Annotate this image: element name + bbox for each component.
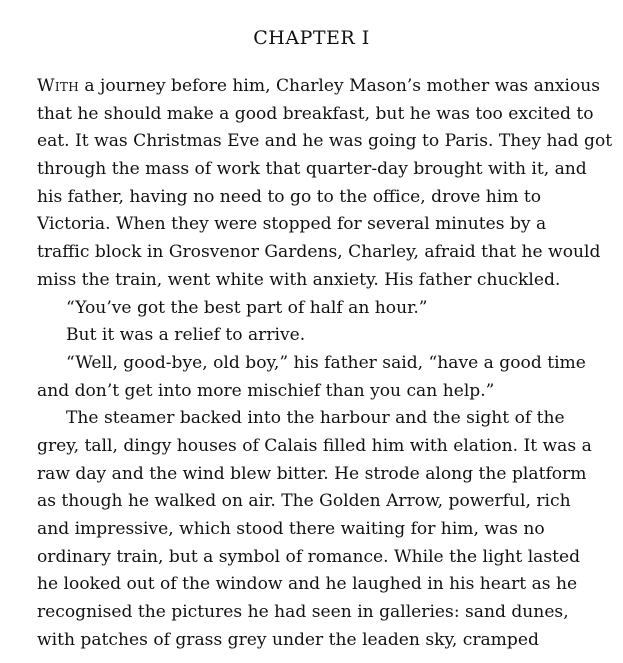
text-line: traffic block in Grosvenor Gardens, Charley, afraid that he would: [37, 242, 601, 263]
text-line: The steamer backed into the harbour and the sight of the: [66, 408, 565, 429]
text-line: “Well, good-bye, old boy,” his father said, “have a good time: [66, 352, 586, 373]
text-line: he looked out of the window and he laughed in his heart as he: [37, 574, 578, 595]
text-line: grey, tall, dingy houses of Calais filled him with elation. It was a: [37, 435, 592, 456]
text-line: through the mass of work that quarter-day brought with it, and: [37, 159, 587, 180]
text-line: as though he walked on air. The Golden Arrow, powerful, rich: [37, 491, 571, 512]
text-line: raw day and the wind blew bitter. He strode along the platform: [37, 463, 587, 484]
text-line: that he should make a good breakfast, but he was too excited to: [37, 103, 594, 124]
chapter-body: [37, 73, 613, 654]
text-line: “You’ve got the best part of half an hour.”: [66, 297, 428, 318]
text-line: with patches of grass grey under the leaden sky, cramped: [37, 629, 539, 650]
text-line: miss the train, went white with anxiety. His father chuckled.: [37, 269, 561, 290]
opening-word: With: [37, 76, 79, 96]
text-line: eat. It was Christmas Eve and he was going to Paris. They had got: [37, 131, 613, 152]
text-line: Victoria. When they were stopped for several minutes by a: [37, 214, 547, 235]
text-line: [37, 73, 601, 101]
text-line: But it was a relief to arrive.: [66, 325, 306, 346]
text-line: ordinary train, but a symbol of romance. While the light lasted: [37, 546, 581, 567]
line-text: a journey before him, Charley Mason’s mother was anxious: [78, 76, 601, 96]
chapter-title: CHAPTER I: [253, 27, 370, 49]
text-line: and impressive, which stood there waiting for him, was no: [37, 519, 545, 539]
text-line: his father, having no need to go to the office, drove him to: [37, 186, 542, 207]
text-line: and don’t get into more mischief than you can help.”: [37, 380, 495, 401]
text-line: recognised the pictures he had seen in galleries: sand dunes,: [37, 602, 569, 623]
